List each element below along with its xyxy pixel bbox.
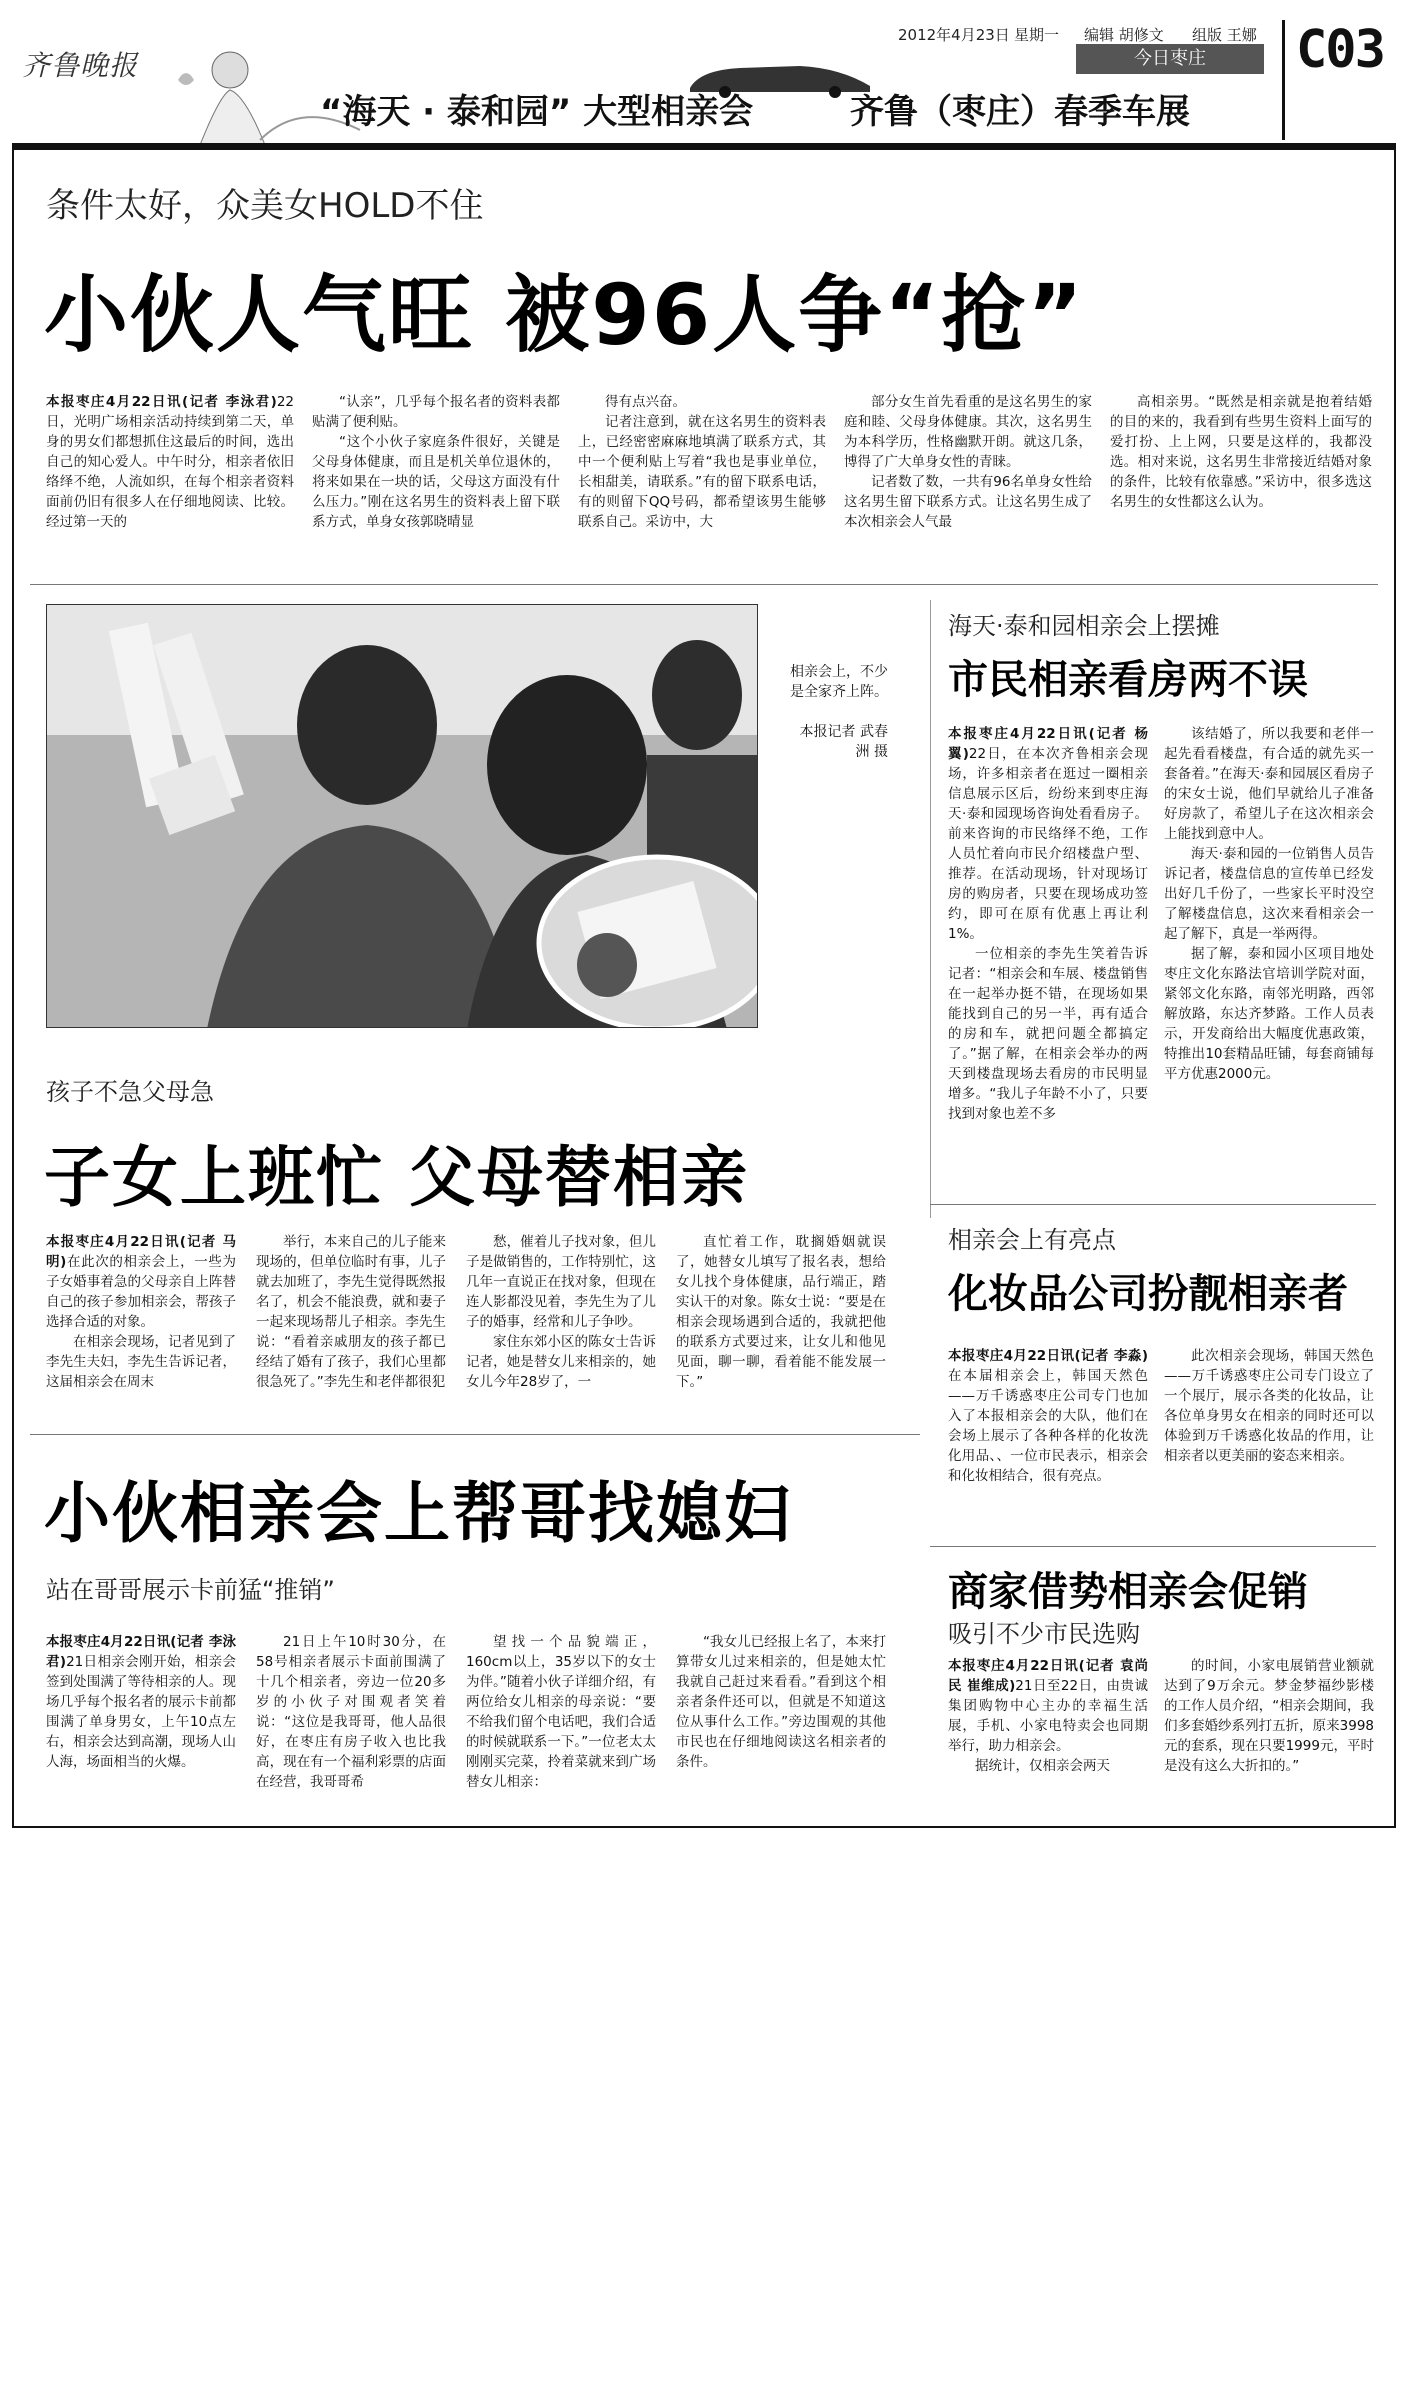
story5-headline: 小伙相亲会上帮哥找媳妇: [44, 1475, 792, 1552]
issue-date: 2012年4月23日: [898, 26, 1010, 44]
story3-byline: 本报枣庄4月22日讯(记者 马明): [46, 1234, 236, 1270]
section-divider-1: [30, 584, 1378, 585]
photo-caption: [786, 662, 888, 762]
story4-kicker: 相亲会上有亮点: [948, 1226, 1116, 1254]
story4-headline: 化妆品公司扮靓相亲者: [948, 1271, 1348, 1317]
story1-kicker: 条件太好，众美女HOLD不住: [46, 186, 484, 226]
section-divider-right-2: [930, 1546, 1376, 1547]
column-divider-right: [930, 600, 931, 1218]
story5-byline: 本报枣庄4月22日讯(记者 李泳君): [46, 1634, 236, 1670]
story6-byline: 本报枣庄4月22日讯(记者 袁尚民 崔维成): [948, 1658, 1148, 1694]
page-number: C03: [1296, 20, 1384, 80]
story3-col-2: 举行，本来自己的儿子能来现场的，但单位临时有事，儿子就去加班了，李先生觉得既然报名了，机会不能浪费，就和妻子一起来现场帮儿子相亲。李先生说：“看着亲戚朋友的孩子都已经结了婚有了孩子，我们心里都很急死了。”李先生和老伴都很犯: [256, 1234, 446, 1390]
story5-text-1: 21日相亲会刚开始，相亲会签到处围满了等待相亲的人。现场几乎每个报名者的展示卡前都围满了单身男女，上午10点左右，相亲会达到高潮，现场人山人海，场面相当的火爆。: [46, 1654, 236, 1770]
story6-subhead: 吸引不少市民选购: [948, 1620, 1140, 1648]
story3-kicker: 孩子不急父母急: [46, 1078, 214, 1106]
banner-left: “海天 · 泰和园” 大型相亲会: [320, 92, 754, 132]
story3-col-3: 愁，催着儿子找对象，但儿子是做销售的，工作特别忙，这几年一直说正在找对象，但现在连人影都没见着，李先生为了儿子的婚事，经常和儿子争吵。 家住东郊小区的陈女士告诉记者，她是替女儿来相亲的，她女儿今年28岁了，一: [466, 1234, 656, 1390]
story1-col-5: 高相亲男。“既然是相亲就是抱着结婚的目的来的，我看到有些男生资料上面写的爱打扮、上上网，只要是这样的，我都没选。相对来说，这名男生非常接近结婚对象的条件，比较有依靠感。”采访中，很多选这名男生的女性都这么认为。: [1110, 394, 1372, 510]
story2-text-1: 22日，在本次齐鲁相亲会现场，许多相亲者在逛过一圈相亲信息展示区后，纷纷来到枣庄海天·泰和园现场咨询处看看房子。前来咨询的市民络绎不绝，工作人员忙着向市民介绍楼盘户型、推荐。在活动现场，针对现场订房的购房者，只要在现场成功签约，即可在原有优惠上再让利1%。 一位相亲的李先生笑着告诉记者：“相亲会和车展、楼盘销售在一起举办挺不错，在现场如果能找到自己的另一半，再有适合的房和车，就把问题全都搞定了。”据了解，在相亲会举办的两天到楼盘现场去看房的市民明显增多。“我儿子年龄不小了，只要找到对象也差不多: [948, 746, 1148, 1122]
main-photo: [46, 604, 758, 1028]
story5-subhead: 站在哥哥展示卡前猛“推销”: [46, 1576, 335, 1604]
photo-credit: 本报记者 武春洲 摄: [799, 724, 888, 760]
newspaper-logo: 齐鲁晚报: [22, 49, 139, 82]
story6-headline: 商家借势相亲会促销: [948, 1569, 1308, 1615]
issue-weekday: 星期一: [1014, 26, 1060, 44]
layout-credit: 组版 王娜: [1192, 26, 1257, 44]
story2-headline: 市民相亲看房两不误: [948, 657, 1308, 703]
story6-col-1: [948, 1656, 1148, 1816]
story2-col-2: 该结婚了，所以我要和老伴一起先看看楼盘，有合适的就先买一套备着。”在海天·泰和园展区看房子的宋女士说，他们早就给儿子准备好房款了，希望儿子在这次相亲会上能找到意中人。 海天·泰和园的一位销售人员告诉记者，楼盘信息的宣传单已经发出好几千份了，一些家长平时没空了解楼盘信息，这次来看相亲会一起了解下，真是一举两得。 据了解，泰和园小区项目地处枣庄文化东路法官培训学院对面，紧邻文化东路，南邻光明路，西邻解放路，东达齐梦路。工作人员表示，开发商给出大幅度优惠政策，特推出10套精品旺铺，每套商铺每平方优惠2000元。: [1164, 726, 1374, 1082]
banner-right: 齐鲁（枣庄）春季车展: [850, 92, 1190, 132]
story4-col-2: 此次相亲会现场，韩国天然色——万千诱惑枣庄公司专门设立了一个展厅，展示各类的化妆品，让各位单身男女在相亲的同时还可以体验到万千诱惑化妆品的作用，让相亲者以更美丽的姿态来相亲。: [1164, 1348, 1374, 1464]
story5-col-3: 望找一个品貌端正，160cm以上，35岁以下的女士为伴。”随着小伙子详细介绍，有两位给女儿相亲的母亲说：“要不给我们留个电话吧，我们合适的时候就联系一下。”一位老太太刚刚买完菜，拎着菜就来到广场替女儿相亲：: [466, 1634, 656, 1790]
story3-col-1: [46, 1232, 236, 1426]
editor-credit: 编辑 胡修文: [1084, 26, 1164, 44]
story6-col-2: 的时间，小家电展销营业额就达到了9万余元。梦金梦福纱影楼的工作人员介绍，“相亲会期间，我们多套婚纱系列打五折，原来3998元的套系，现在只要1999元，平时是没有这么大折扣的。”: [1164, 1658, 1374, 1774]
story6-text-1: 21日至22日，由贵诚集团购物中心主办的幸福生活展，手机、小家电特卖会也同期举行，助力相亲会。 据统计，仅相亲会两天: [948, 1678, 1148, 1774]
story1-byline: 本报枣庄4月22日讯(记者 李泳君): [46, 394, 277, 410]
photo-crowd-image: [47, 605, 758, 1028]
story3-text-1: 在此次的相亲会上，一些为子女婚事着急的父母亲自上阵替自己的孩子参加相亲会，帮孩子选择合适的对象。 在相亲会现场，记者见到了李先生夫妇，李先生告诉记者，这届相亲会在周末: [46, 1254, 236, 1390]
story1-col-2: “认亲”，几乎每个报名者的资料表都贴满了便利贴。 “这个小伙子家庭条件很好，关键是父母身体健康，而且是机关单位退休的，将来如果在一块的话，父母这方面没有什么压力。”刚在这名男生的资料表上留下联系方式，单身女孩郭晓晴显: [312, 394, 560, 530]
story5-col-4: “我女儿已经报上名了，本来打算带女儿过来相亲的，但是她太忙我就自己赶过来看看。”看到这个相亲者条件还可以，但就是不知道这位从事什么工作。”旁边围观的其他市民也在仔细地阅读这名相亲者的条件。: [676, 1634, 886, 1770]
story2-byline: 本报枣庄4月22日讯(记者 杨翼): [948, 726, 1148, 762]
photo-caption-text: 相亲会上，不少是全家齐上阵。: [790, 664, 888, 700]
story4-byline: 本报枣庄4月22日讯(记者 李淼): [948, 1348, 1148, 1364]
story4-col-1: [948, 1346, 1148, 1536]
story4-text-1: 在本届相亲会上，韩国天然色——万千诱惑枣庄公司专门也加入了本报相亲会的大队，他们在会场上展示了各种各样的化妆洗化用品、、一位市民表示，相亲会和化妆相结合，很有亮点。: [948, 1368, 1148, 1484]
story1-col-3: 得有点兴奋。 记者注意到，就在这名男生的资料表上，已经密密麻麻地填满了联系方式，其中一个便利贴上写着“我也是事业单位，长相甜美，请联系。”有的留下联系电话，有的则留下QQ号码，都希望该男生能够联系自己。采访中，大: [578, 394, 826, 530]
story5-col-1: [46, 1632, 236, 1812]
story1-col-1: [46, 392, 294, 568]
section-divider-right-1: [930, 1204, 1376, 1205]
story2-col-1: [948, 724, 1148, 1176]
story1-headline: 小伙人气旺 被96人争“抢”: [44, 266, 1085, 364]
story5-col-2: 21日上午10时30分，在58号相亲者展示卡面前围满了十几个相亲者，旁边一位20多岁的小伙子对围观者笑着说：“这位是我哥哥，他人品很好，在枣庄有房子收入也比我高，现在有一个福利彩票的店面在经营，我哥哥希: [256, 1634, 446, 1790]
story3-headline: 子女上班忙 父母替相亲: [44, 1139, 749, 1216]
story1-col-4: 部分女生首先看重的是这名男生的家庭和睦、父母身体健康。其次，这名男生为本科学历，性格幽默开朗。就这几条，博得了广大单身女性的青睐。 记者数了数，一共有96名单身女性给这名男生留下联系方式。让这名男生成了本次相亲会人气最: [844, 394, 1092, 530]
section-tag: 今日枣庄: [1076, 44, 1264, 74]
story1-text-1: 22日，光明广场相亲活动持续到第二天，单身的男女们都想抓住这最后的时间，选出自己的知心爱人。中午时分，相亲者依旧络绎不绝，人流如织，在每个相亲者资料面前仍旧有很多人在仔细地阅读、比较。经过第一天的: [46, 394, 294, 530]
story3-col-4: 直忙着工作，耽搁婚姻就误了，她替女儿填写了报名表，想给女儿找个身体健康，品行端正，踏实认干的对象。陈女士说：“要是在相亲会现场遇到合适的，我就把他的联系方式要过来，让女儿和他见见面，聊一聊，看着能不能发展一下。”: [676, 1234, 886, 1390]
story2-kicker: 海天·泰和园相亲会上摆摊: [948, 612, 1220, 640]
section-divider-2: [30, 1434, 920, 1435]
header-divider: [1282, 20, 1285, 140]
